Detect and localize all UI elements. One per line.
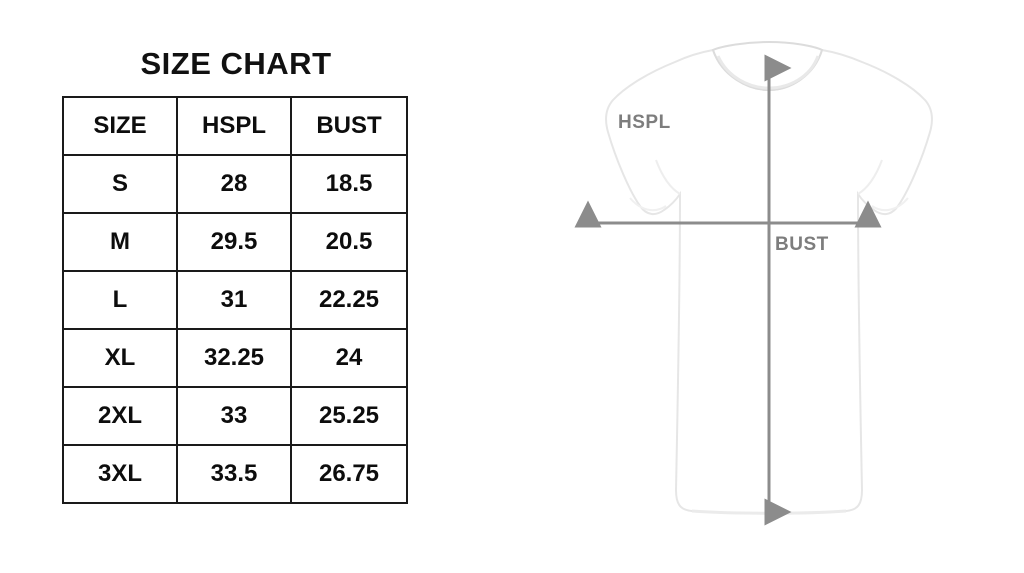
hspl-label: HSPL <box>618 112 671 133</box>
cell-bust: 20.5 <box>291 213 407 271</box>
cell-size: 2XL <box>63 387 177 445</box>
table-row <box>63 445 407 503</box>
table-header-row <box>63 97 407 155</box>
column-header-hspl: HSPL <box>177 97 291 155</box>
cell-hspl: 33 <box>177 387 291 445</box>
cell-hspl: 31 <box>177 271 291 329</box>
page-title: SIZE CHART <box>140 46 332 81</box>
cell-bust: 22.25 <box>291 271 407 329</box>
cell-size: S <box>63 155 177 213</box>
column-header-bust: BUST <box>291 97 407 155</box>
cell-hspl: 33.5 <box>177 445 291 503</box>
table-row <box>63 213 407 271</box>
cell-bust: 26.75 <box>291 445 407 503</box>
cell-hspl: 32.25 <box>177 329 291 387</box>
cell-size: L <box>63 271 177 329</box>
cell-bust: 18.5 <box>291 155 407 213</box>
cell-hspl: 28 <box>177 155 291 213</box>
size-chart-table <box>62 96 408 504</box>
table-row <box>63 155 407 213</box>
cell-bust: 25.25 <box>291 387 407 445</box>
cell-size: XL <box>63 329 177 387</box>
bust-label: BUST <box>775 234 829 255</box>
cell-hspl: 29.5 <box>177 213 291 271</box>
column-header-size: SIZE <box>63 97 177 155</box>
cell-size: M <box>63 213 177 271</box>
shirt-diagram-panel <box>470 20 1010 560</box>
size-chart-panel <box>62 46 410 504</box>
table-row <box>63 387 407 445</box>
tshirt-illustration <box>470 20 1010 560</box>
table-row <box>63 329 407 387</box>
table-row <box>63 271 407 329</box>
cell-size: 3XL <box>63 445 177 503</box>
cell-bust: 24 <box>291 329 407 387</box>
